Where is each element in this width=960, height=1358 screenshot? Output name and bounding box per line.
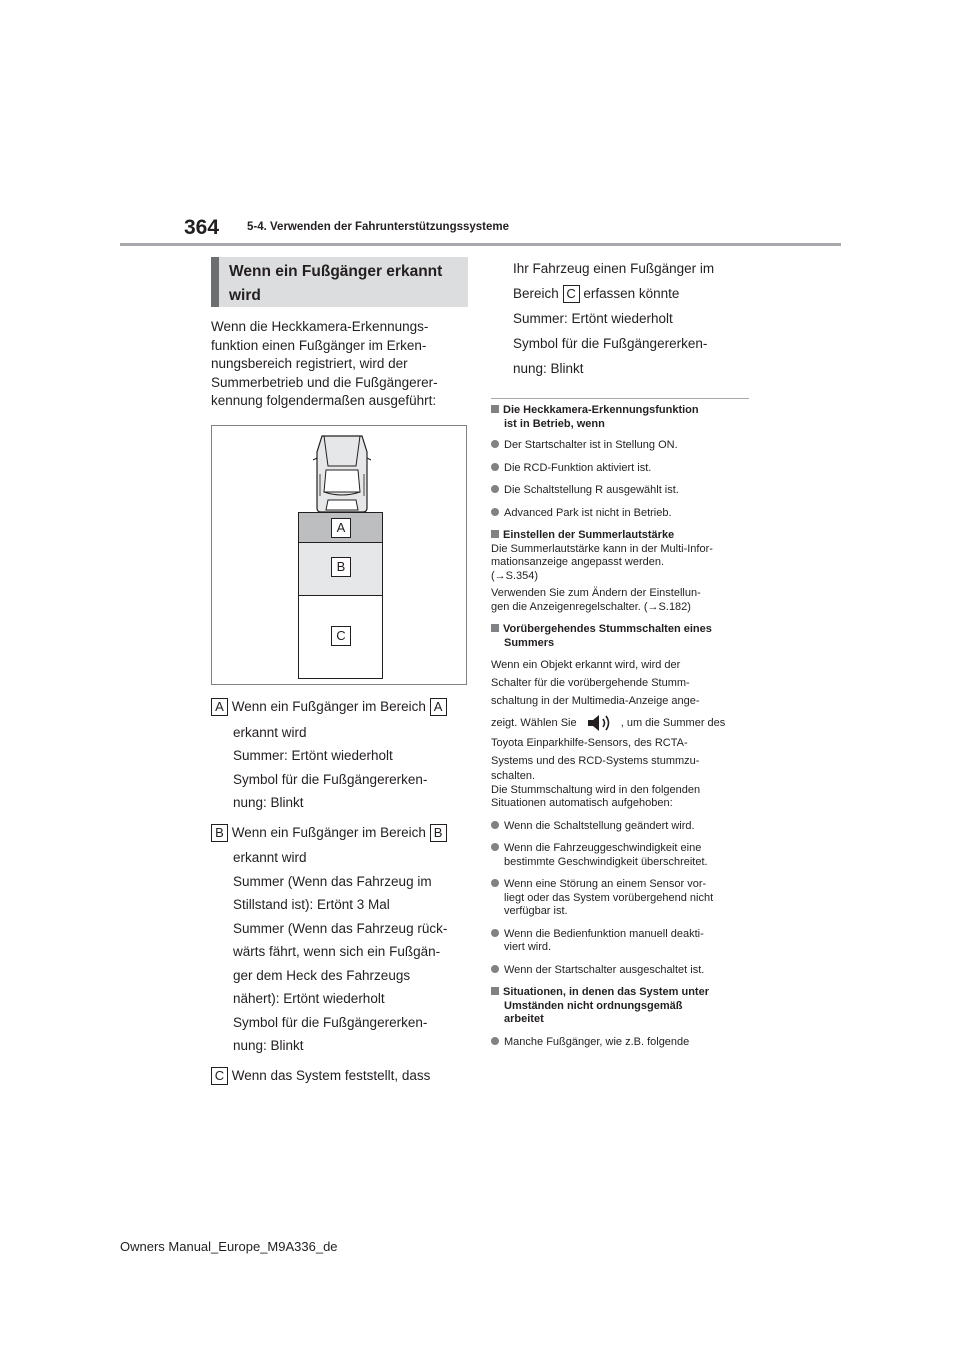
round-bullet-icon (491, 965, 499, 973)
note-line: (→S.354) (491, 569, 539, 582)
note-line: Die Stummschaltung wird in den folgenden (491, 783, 701, 796)
note-heading (491, 404, 753, 431)
item-b-line: Summer (Wenn das Fahrzeug rück- (233, 920, 448, 936)
item-c-line: Summer: Ertönt wiederholt (513, 311, 673, 326)
intro-line: kennung folgendermaßen ausgeführt: (211, 393, 437, 408)
bullet-text: bestimmte Geschwindigkeit überschreitet. (504, 855, 708, 868)
round-bullet-icon (491, 879, 499, 887)
header-rule (120, 243, 841, 246)
bullet-item (491, 820, 753, 834)
square-bullet-icon (491, 987, 499, 995)
note-heading-text: Vorübergehendes Stummschalten eines (503, 623, 712, 635)
item-c-line: Ihr Fahrzeug einen Fußgänger im (513, 261, 715, 276)
round-bullet-icon (491, 843, 499, 851)
intro-line: Summerbetrieb und die Fußgängerer- (211, 374, 438, 390)
letter-badge-c: C (211, 1067, 228, 1085)
item-b-line: ger dem Heck des Fahrzeugs (233, 967, 411, 983)
note-heading-text: Umständen nicht ordnungsgemäß (504, 999, 683, 1012)
bullet-text: Manche Fußgänger, wie z.B. folgende (504, 1035, 690, 1048)
bullet-text: Der Startschalter ist in Stellung ON. (504, 439, 678, 451)
footer-text: Owners Manual_Europe_M9A336_de (120, 1239, 338, 1254)
intro-line: Wenn die Heckkamera-Erkennungs- (211, 319, 429, 334)
note-line: Wenn ein Objekt erkannt wird, wird der (491, 659, 681, 671)
intro-line: funktion einen Fußgänger im Erken- (211, 337, 427, 353)
notes-column (491, 404, 753, 1049)
note-line: schalten. (491, 770, 536, 783)
item-c-text: Wenn das System feststellt, dass (231, 1067, 431, 1083)
item-b-heading (211, 821, 473, 845)
page-number: 364 (184, 216, 220, 239)
heading-box (211, 257, 468, 307)
zone-a-label: A (331, 518, 351, 538)
item-list-left (211, 695, 473, 1087)
bullet-item (491, 842, 753, 869)
bullet-text: verfügbar ist. (504, 905, 568, 918)
item-b-line: nähert): Ertönt wiederholt (233, 991, 385, 1006)
note-heading-text: arbeitet (504, 1013, 544, 1026)
item-b-body (211, 846, 473, 1058)
letter-badge-a: A (211, 698, 228, 716)
intro-line: nungsbereich registriert, wird der (211, 356, 408, 371)
note-heading-text: Summers (504, 636, 555, 649)
bullet-item (491, 964, 753, 978)
bullet-text: Die RCD-Funktion aktiviert ist. (504, 461, 652, 474)
bullet-item (491, 1036, 753, 1050)
bullet-text: Wenn eine Störung an einem Sensor vor- (504, 878, 707, 891)
item-b-line: Stillstand ist): Ertönt 3 Mal (233, 897, 390, 912)
item-c-heading (211, 1064, 473, 1088)
letter-badge-b: B (430, 824, 447, 842)
round-bullet-icon (491, 821, 499, 829)
item-c-line (513, 281, 753, 306)
item-c-continuation (513, 256, 753, 381)
item-c-line: Symbol für die Fußgängererken- (513, 336, 708, 351)
item-c-text: Bereich (513, 286, 559, 301)
bullet-text: Wenn der Startschalter ausgeschaltet ist. (504, 963, 705, 976)
letter-badge-a: A (430, 698, 447, 716)
heading-line: wird (229, 287, 261, 304)
bullet-item (491, 484, 753, 498)
intro-paragraph (211, 318, 469, 411)
note-line: Verwenden Sie zum Ändern der Einstellun- (491, 587, 701, 599)
speaker-icon[interactable] (584, 714, 614, 732)
note-heading (491, 623, 753, 650)
round-bullet-icon (491, 1037, 499, 1045)
letter-badge-c: C (563, 285, 580, 303)
item-a-text: Wenn ein Fußgänger im Bereich (231, 699, 426, 714)
item-a-heading (211, 695, 473, 719)
item-b-line: erkannt wird (233, 850, 307, 865)
note-paragraph (491, 784, 753, 811)
note-line (491, 714, 753, 732)
column-divider (491, 398, 749, 399)
note-line: Systems und des RCD-Systems stummzu- (491, 755, 700, 768)
note-text: , um die Summer des (620, 717, 726, 729)
bullet-text: Wenn die Schaltstellung geändert wird. (504, 819, 695, 832)
note-paragraph (491, 656, 753, 784)
item-a-line: Summer: Ertönt wiederholt (233, 748, 393, 763)
note-line: Situationen automatisch aufgehoben: (491, 797, 673, 810)
round-bullet-icon (491, 440, 499, 448)
item-b-line: wärts fährt, wenn sich ein Fußgän- (233, 944, 441, 959)
round-bullet-icon (491, 485, 499, 493)
bullet-item (491, 439, 753, 453)
letter-badge-b: B (211, 824, 228, 842)
heading-line: Wenn ein Fußgänger erkannt (229, 263, 443, 280)
item-c-line: nung: Blinkt (513, 361, 584, 376)
section-title: 5-4. Verwenden der Fahrunterstützungssysteme (247, 221, 510, 233)
note-line: Toyota Einparkhilfe-Sensors, des RCTA- (491, 737, 688, 750)
bullet-text: viert wird. (504, 941, 552, 954)
bullet-text: liegt oder das System vorübergehend nicht (504, 891, 714, 904)
bullet-text: Wenn die Fahrzeuggeschwindigkeit eine (504, 842, 702, 855)
note-line: mationsanzeige angepasst werden. (491, 556, 665, 568)
note-line: Die Summerlautstärke kann in der Multi-Infor- (491, 542, 713, 555)
note-line: Schalter für die vorübergehende Stumm- (491, 677, 690, 689)
note-heading-text: Die Heckkamera-Erkennungsfunktion (503, 404, 699, 416)
zone-c-label: C (331, 626, 351, 646)
zone-b-label: B (331, 557, 351, 577)
round-bullet-icon (491, 929, 499, 937)
note-text: zeigt. Wählen Sie (491, 717, 577, 729)
note-paragraph (491, 543, 753, 584)
bullet-item (491, 928, 753, 955)
bullet-text: Wenn die Bedienfunktion manuell deakti- (504, 927, 704, 940)
note-heading-text: Situationen, in denen das System unter (503, 986, 709, 999)
item-a-line: erkannt wird (233, 724, 307, 740)
square-bullet-icon (491, 624, 499, 632)
bullet-text: Die Schaltstellung R ausgewählt ist. (504, 484, 679, 496)
bullet-text: Advanced Park ist nicht in Betrieb. (504, 506, 672, 519)
round-bullet-icon (491, 463, 499, 471)
square-bullet-icon (491, 405, 499, 413)
note-heading (491, 986, 753, 1027)
item-b-text: Wenn ein Fußgänger im Bereich (231, 824, 426, 840)
detection-area-figure (211, 425, 467, 685)
note-line: gen die Anzeigenregelschalter. (→S.182) (491, 600, 691, 613)
item-b-line: Summer (Wenn das Fahrzeug im (233, 873, 432, 889)
note-heading-text: Einstellen der Summerlautstärke (503, 529, 675, 541)
note-line: schaltung in der Multimedia-Anzeige ange- (491, 695, 700, 707)
bullet-item (491, 878, 753, 919)
note-heading-text: ist in Betrieb, wenn (504, 417, 605, 430)
square-bullet-icon (491, 530, 499, 538)
item-b-line: nung: Blinkt (233, 1038, 304, 1053)
item-a-body (211, 721, 473, 815)
car-top-view-icon (312, 432, 372, 516)
item-a-line: Symbol für die Fußgängererken- (233, 771, 428, 787)
bullet-item (491, 507, 753, 521)
item-b-line: Symbol für die Fußgängererken- (233, 1014, 428, 1030)
note-heading (491, 529, 753, 543)
item-a-line: nung: Blinkt (233, 795, 304, 810)
round-bullet-icon (491, 508, 499, 516)
bullet-item (491, 462, 753, 476)
item-c-text: erfassen könnte (583, 286, 680, 301)
note-paragraph (491, 587, 753, 614)
